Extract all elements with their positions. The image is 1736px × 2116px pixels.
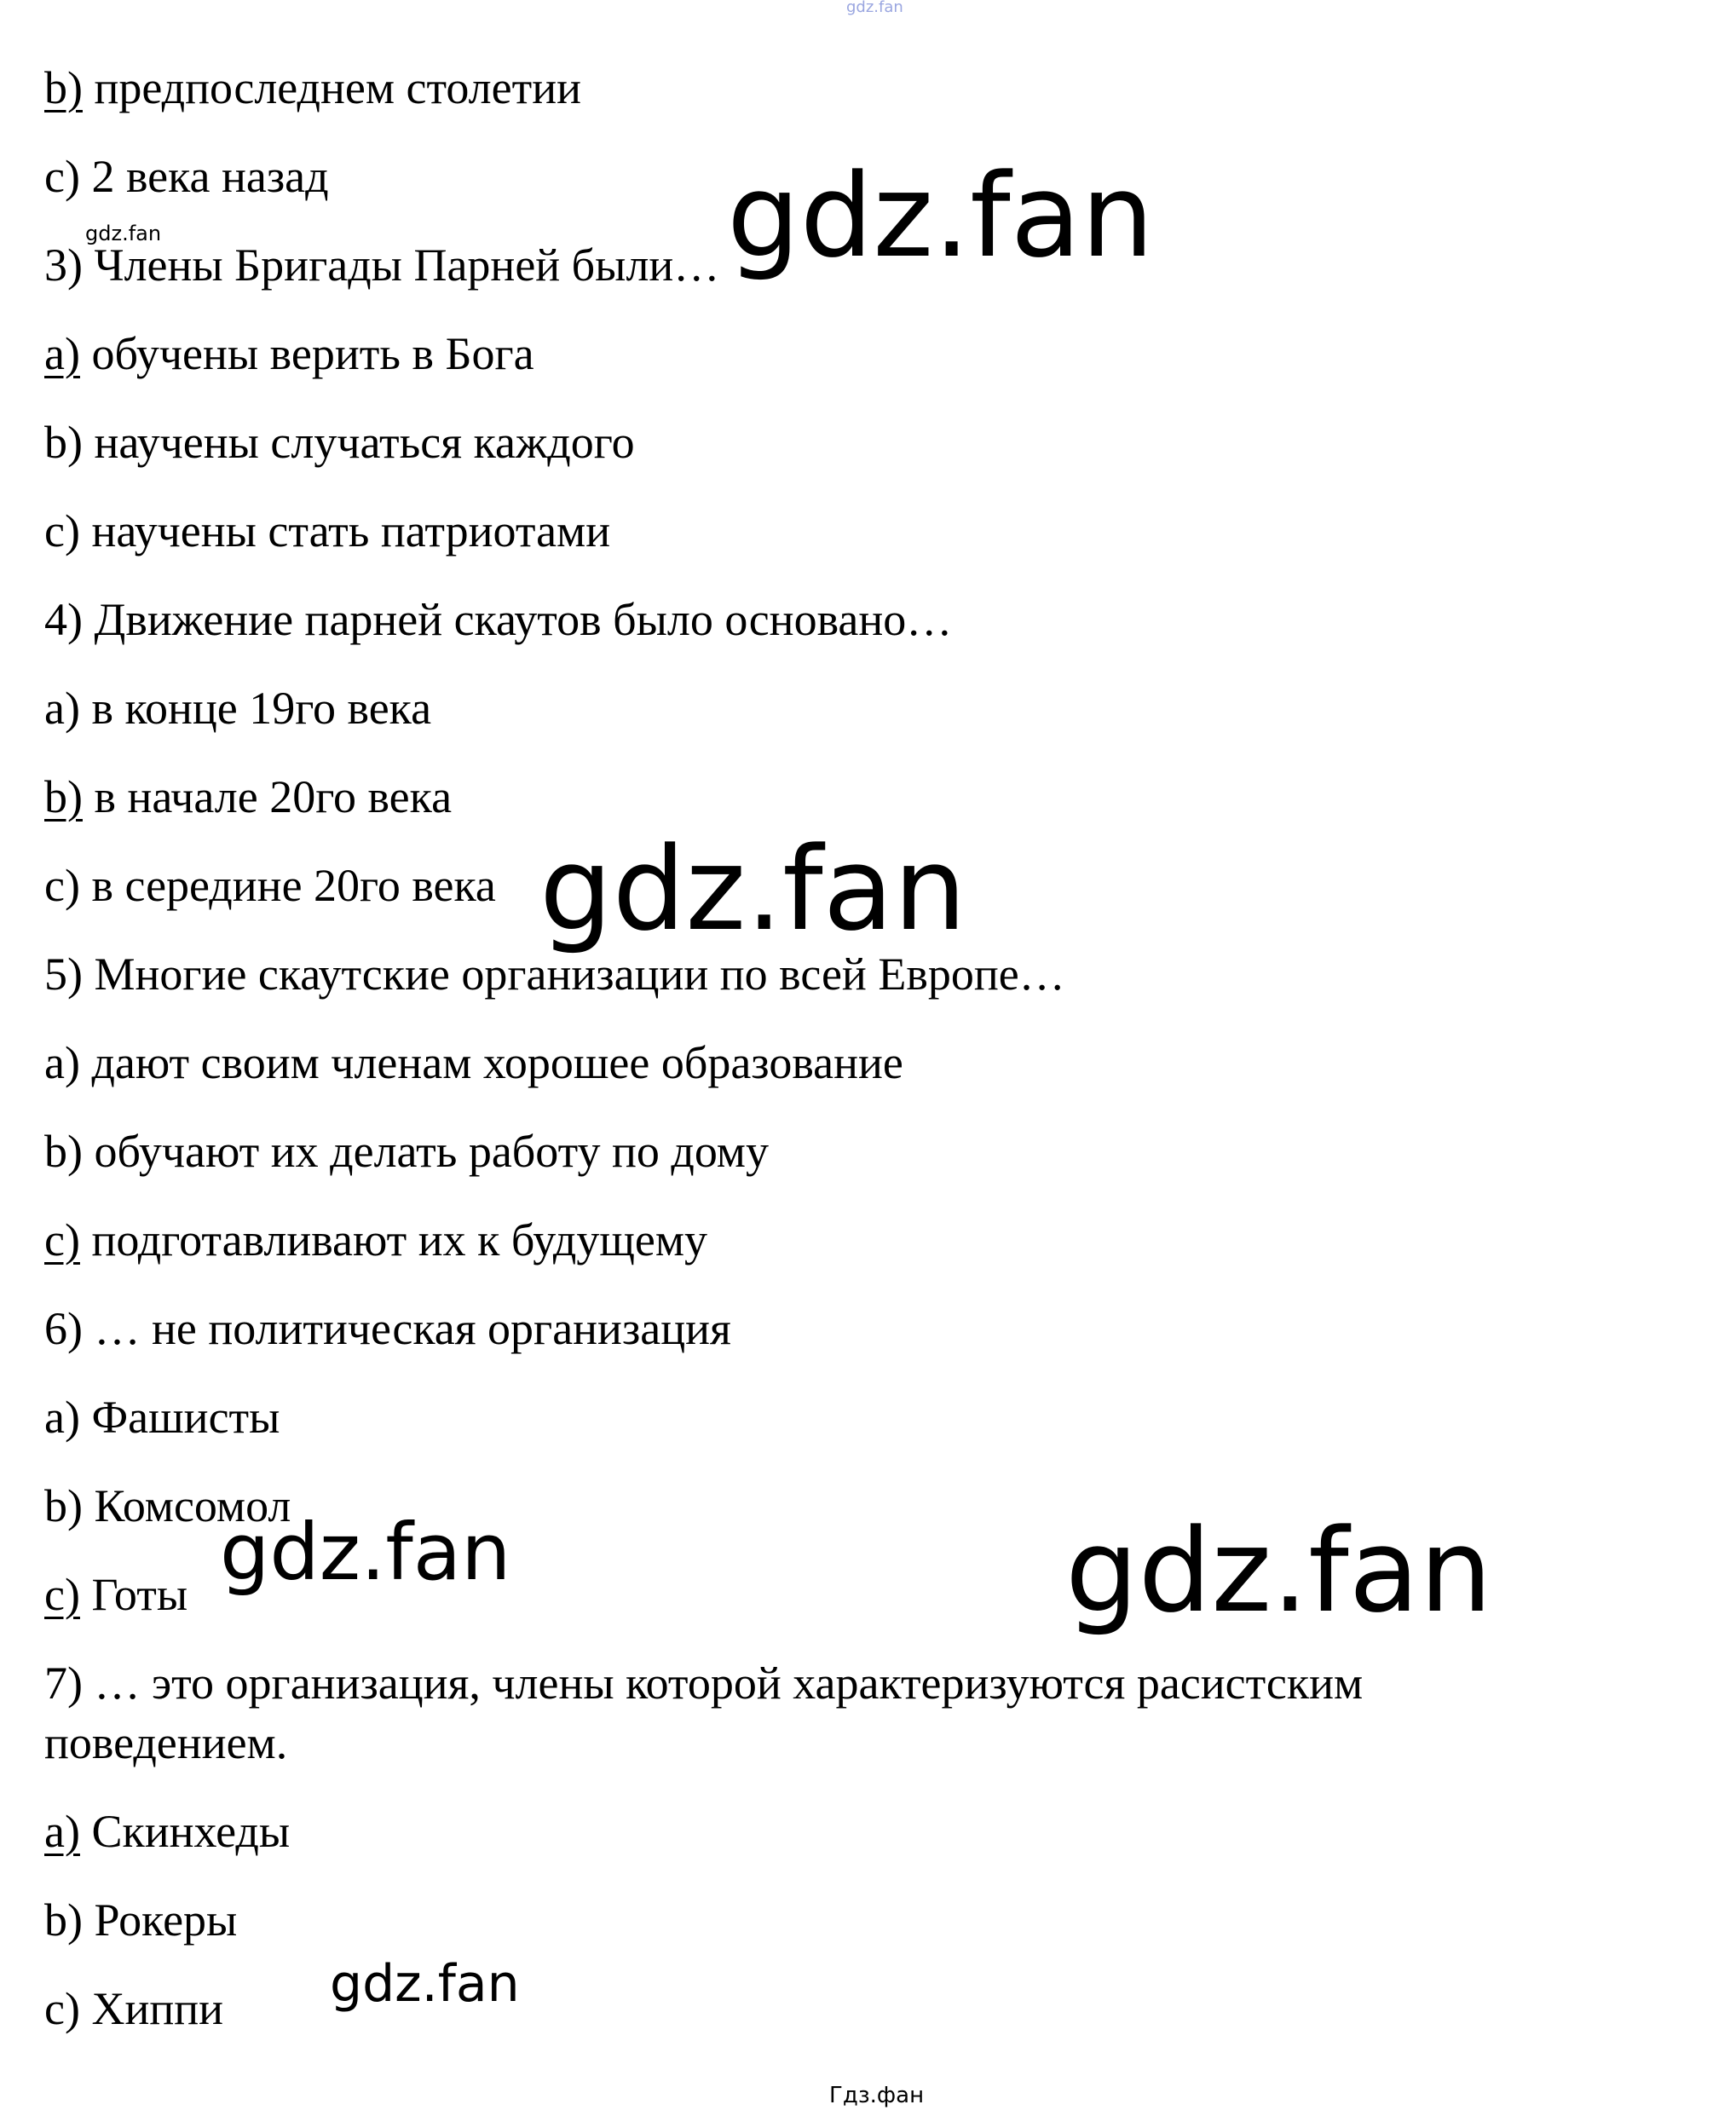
question-text: Члены Бригады Парней были… bbox=[82, 239, 720, 291]
top-watermark: gdz.fan bbox=[846, 0, 903, 16]
answer-option-c bbox=[44, 1566, 187, 1623]
answer-option-a bbox=[44, 1389, 280, 1445]
answer-option-b bbox=[44, 1892, 237, 1948]
question-text: Многие скаутские организации по всей Европе… bbox=[82, 948, 1065, 1000]
answer-option-a bbox=[44, 1803, 290, 1859]
option-marker: c) bbox=[44, 860, 80, 911]
question-7-continuation bbox=[44, 1715, 287, 1771]
question-text: Движение парней скаутов было основано… bbox=[82, 594, 953, 645]
option-marker: b) bbox=[44, 1126, 83, 1177]
watermark: gdz.fan bbox=[727, 149, 1154, 283]
question-number: 5) bbox=[44, 948, 83, 1000]
question-number: 4) bbox=[44, 594, 83, 645]
question-number: 6) bbox=[44, 1303, 83, 1354]
option-text: в середине 20го века bbox=[79, 860, 496, 911]
option-marker: a) bbox=[44, 1806, 80, 1857]
answer-option-b bbox=[44, 1123, 769, 1179]
option-text: научены случаться каждого bbox=[82, 417, 635, 468]
question-number: 3) bbox=[44, 239, 83, 291]
option-marker: c) bbox=[44, 1569, 80, 1620]
question-7 bbox=[44, 1655, 1363, 1711]
option-text: подготавливают их к будущему bbox=[79, 1214, 708, 1266]
option-marker: c) bbox=[44, 151, 80, 202]
option-text: Хиппи bbox=[79, 1983, 224, 2034]
watermark: gdz.fan bbox=[1065, 1504, 1492, 1638]
option-text: обучают их делать работу по дому bbox=[82, 1126, 769, 1177]
footer-site-name: Гдз.фан bbox=[829, 2083, 925, 2108]
question-number: 7) bbox=[44, 1658, 83, 1709]
answer-option-c bbox=[44, 503, 610, 559]
option-marker: b) bbox=[44, 417, 83, 468]
answer-option-a bbox=[44, 326, 534, 382]
answer-option-a bbox=[44, 1035, 903, 1091]
option-marker: a) bbox=[44, 683, 80, 734]
watermark: gdz.fan bbox=[85, 222, 162, 245]
option-marker: b) bbox=[44, 771, 83, 822]
answer-option-c bbox=[44, 857, 496, 914]
option-text: в конце 19го века bbox=[79, 683, 432, 734]
question-text: поведением. bbox=[44, 1717, 288, 1768]
option-text: научены стать патриотами bbox=[79, 505, 611, 556]
option-text: обучены верить в Бога bbox=[79, 328, 534, 379]
option-marker: c) bbox=[44, 505, 80, 556]
option-marker: a) bbox=[44, 1392, 80, 1443]
question-text: … это организация, члены которой характеризуются расистским bbox=[82, 1658, 1364, 1709]
option-text: Фашисты bbox=[79, 1392, 280, 1443]
option-text: Готы bbox=[79, 1569, 188, 1620]
option-text: предпоследнем столетии bbox=[82, 62, 581, 113]
question-6 bbox=[44, 1300, 731, 1357]
watermark: gdz.fan bbox=[330, 1954, 520, 2014]
option-marker: b) bbox=[44, 62, 83, 113]
option-text: Комсомол bbox=[82, 1480, 291, 1531]
option-marker: b) bbox=[44, 1894, 83, 1946]
option-text: в начале 20го века bbox=[82, 771, 453, 822]
answer-option-b bbox=[44, 60, 581, 116]
option-text: 2 века назад bbox=[79, 151, 329, 202]
option-marker: c) bbox=[44, 1983, 80, 2034]
question-text: … не политическая организация bbox=[82, 1303, 731, 1354]
option-marker: a) bbox=[44, 328, 80, 379]
answer-option-c bbox=[44, 1212, 707, 1268]
watermark: gdz.fan bbox=[220, 1507, 511, 1598]
option-text: Рокеры bbox=[82, 1894, 238, 1946]
answer-option-b bbox=[44, 769, 452, 825]
answer-option-c bbox=[44, 148, 329, 205]
watermark: gdz.fan bbox=[539, 822, 966, 956]
answer-option-c bbox=[44, 1981, 223, 2037]
option-marker: b) bbox=[44, 1480, 83, 1531]
answer-option-b bbox=[44, 414, 635, 470]
option-text: Скинхеды bbox=[79, 1806, 291, 1857]
option-marker: a) bbox=[44, 1037, 80, 1088]
question-4 bbox=[44, 591, 952, 648]
answer-option-a bbox=[44, 680, 431, 736]
option-text: дают своим членам хорошее образование bbox=[79, 1037, 903, 1088]
option-marker: c) bbox=[44, 1214, 80, 1266]
